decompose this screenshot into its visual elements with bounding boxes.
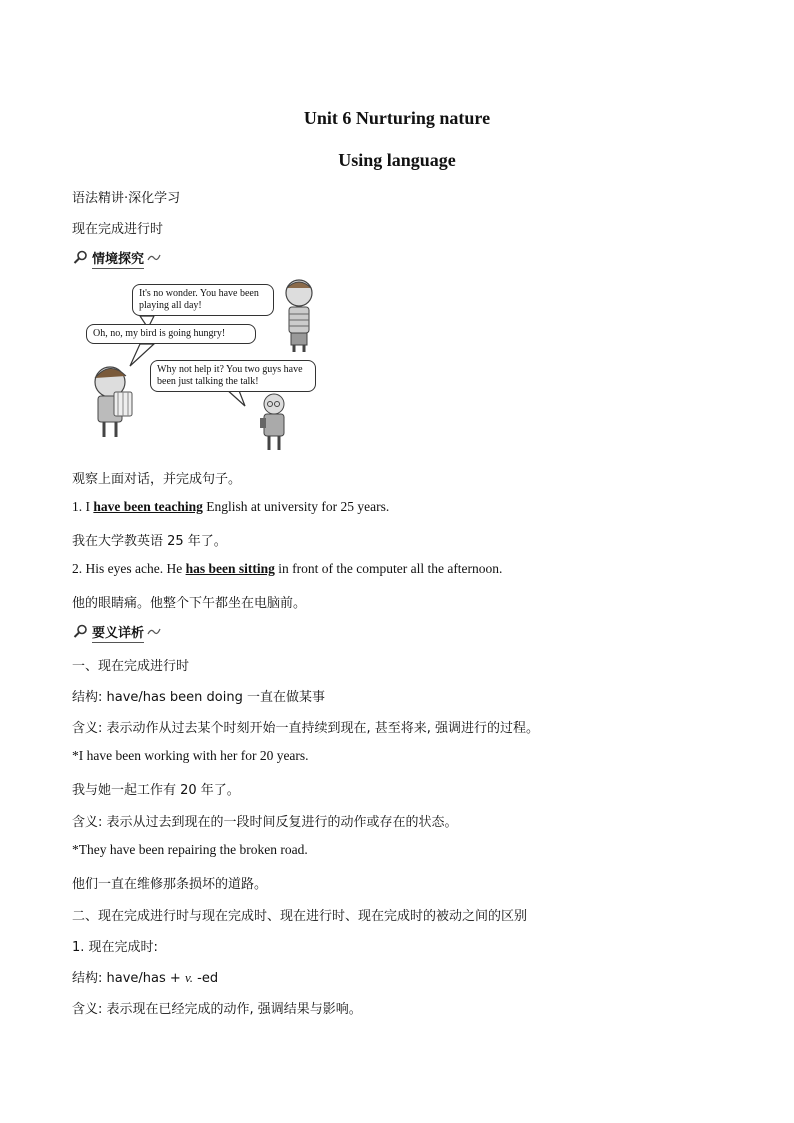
page-subtitle: Using language: [338, 150, 456, 170]
grammar-part2-title: 二、现在完成进行时与现在完成时、现在进行时、现在完成时的被动之间的区别: [72, 909, 528, 924]
exercise-instruction: 观察上面对话，并完成句子。: [72, 472, 242, 487]
sentence-text: in front of the computer all the afternoon.: [274, 561, 503, 576]
grammar-sub1: 1. 现在完成时:: [72, 940, 158, 955]
squiggle-icon: [147, 251, 161, 266]
squiggle-icon: [147, 625, 161, 640]
boy-figure-left: [95, 367, 132, 437]
grammar-structure-2: [72, 967, 218, 986]
grammar-structure: 结构: have/has been doing 一直在做某事: [72, 690, 325, 705]
section-label: 要义详析: [92, 622, 144, 643]
grammar-example-1-en: *I have been working with her for 20 years.: [72, 748, 309, 763]
speech-bubble-1: It's no wonder. You have been playing all day!: [132, 284, 274, 316]
structure-text: -ed: [193, 971, 219, 986]
answer-blank: have been teaching: [93, 499, 203, 514]
grammar-meaning-2: 含义: 表示从过去到现在的一段时间反复进行的动作或存在的状态。: [72, 815, 458, 830]
sentence-text: English at university for 25 years.: [202, 499, 390, 514]
grammar-meaning-3: 含义: 表示现在已经完成的动作, 强调结果与影响。: [72, 1002, 362, 1017]
section-label: 情境探究: [92, 248, 144, 269]
intro-heading: 语法精讲·深化学习: [72, 191, 181, 206]
grammar-example-1-cn: 我与她一起工作有 20 年了。: [72, 783, 240, 798]
intro-topic: 现在完成进行时: [72, 222, 164, 237]
page-title: Unit 6 Nurturing nature: [303, 108, 491, 128]
grammar-example-2-en: *They have been repairing the broken road.: [72, 842, 308, 857]
sentence-text: 1. I: [72, 499, 94, 514]
old-man-figure: [260, 394, 284, 450]
exercise-sentence-1: [72, 499, 389, 515]
magnifier-icon: [73, 624, 89, 642]
magnifier-icon: [73, 250, 89, 268]
grammar-meaning-1: 含义: 表示动作从过去某个时刻开始一直持续到现在, 甚至将来, 强调进行的过程。: [72, 721, 540, 736]
section-tag-analysis: [73, 622, 161, 643]
section-tag-scenario: [73, 248, 161, 269]
exercise-sentence-2: [72, 561, 502, 577]
dialogue-illustration: [70, 272, 340, 457]
speech-bubble-3: Why not help it? You two guys have been just talking the talk!: [150, 360, 316, 392]
exercise-translation-2: 他的眼睛痛。他整个下午都坐在电脑前。: [72, 596, 307, 611]
answer-blank: has been sitting: [185, 561, 275, 576]
grammar-part1-title: 一、现在完成进行时: [72, 659, 190, 674]
sentence-text: 2. His eyes ache. He: [72, 561, 186, 576]
speech-bubble-2: Oh, no, my bird is going hungry!: [86, 324, 256, 344]
grammar-example-2-cn: 他们一直在维修那条损坏的道路。: [72, 877, 268, 892]
structure-text: 结构: have/has +: [72, 971, 185, 986]
verb-abbrev: v.: [184, 970, 193, 985]
exercise-translation-1: 我在大学教英语 25 年了。: [72, 534, 227, 549]
boy-figure-right: [286, 280, 312, 352]
